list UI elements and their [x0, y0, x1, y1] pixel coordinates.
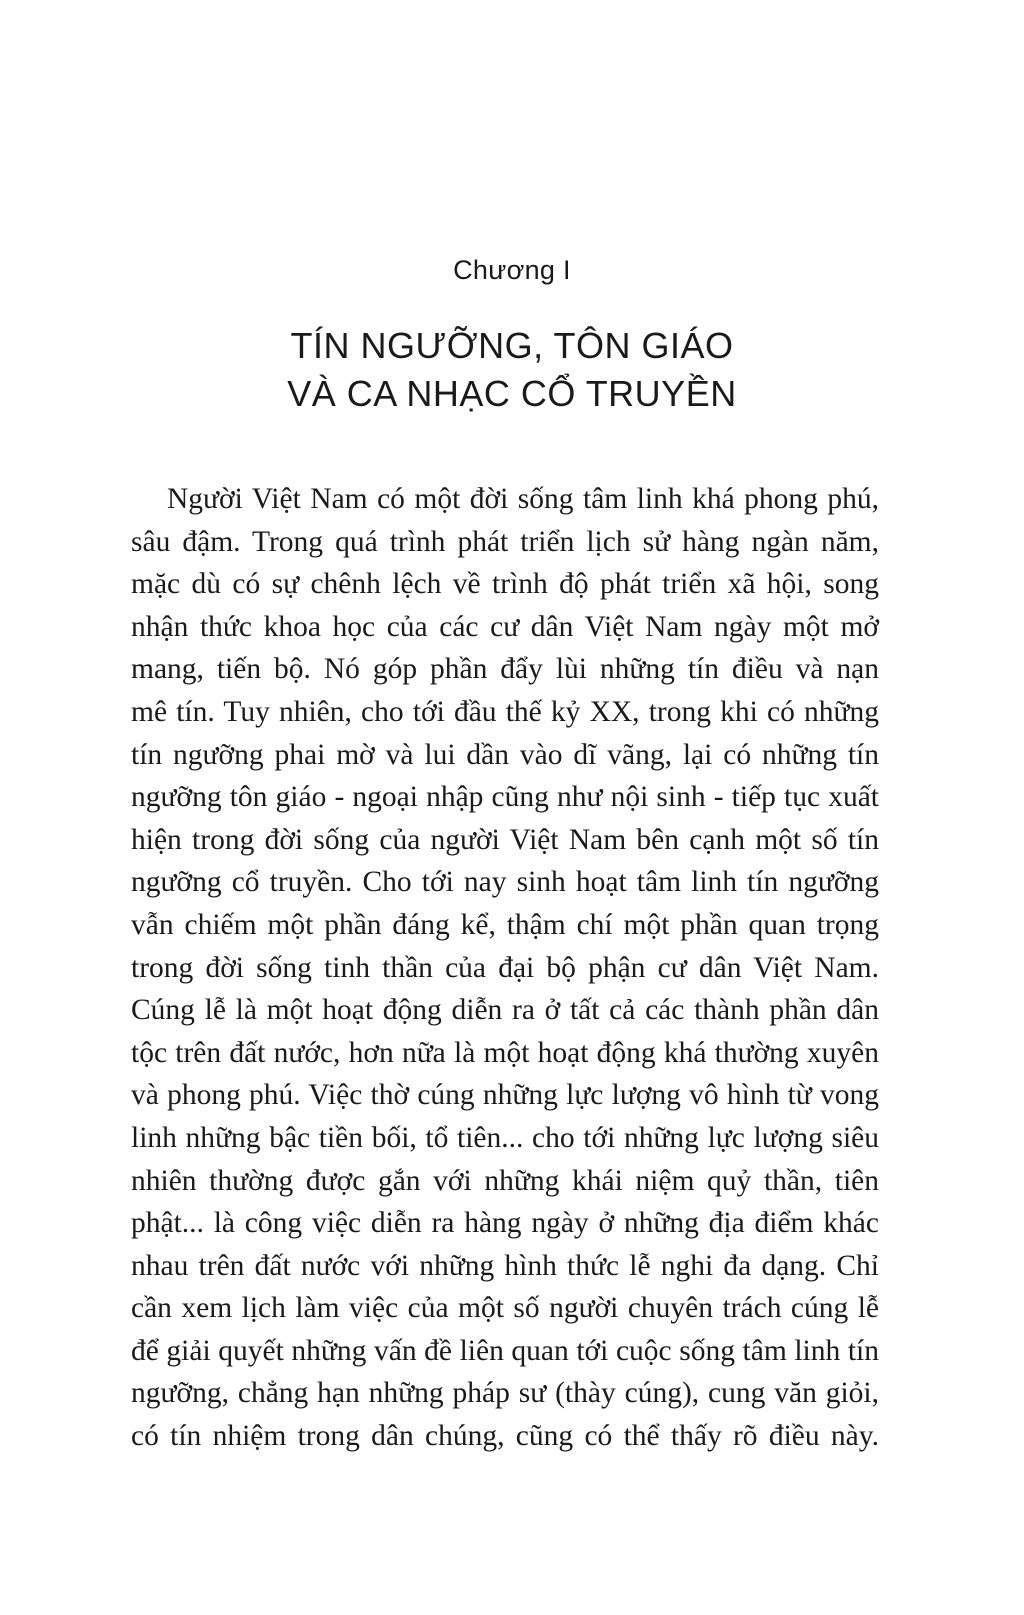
body-paragraph [131, 478, 879, 1458]
text-line: hiện trong đời sống của người Việt Nam bên cạnh một số tín [131, 823, 879, 856]
text-line: phật... là công việc diễn ra hàng ngày ở những địa điểm khác [131, 1207, 879, 1240]
text-line: vẫn chiếm một phần đáng kể, thậm chí một phần quan trọng [131, 908, 879, 941]
text-line: nhiên thường được gắn với những khái niệm quỷ thần, tiên [131, 1164, 879, 1197]
text-line: ngưỡng cổ truyền. Cho tới nay sinh hoạt tâm linh tín ngưỡng [131, 866, 879, 899]
text-line: và phong phú. Việc thờ cúng những lực lượng vô hình từ vong [131, 1079, 879, 1112]
chapter-title [0, 322, 1024, 418]
text-line: nhau trên đất nước với những hình thức lễ nghi đa dạng. Chỉ [131, 1249, 879, 1282]
text-line: trong đời sống tinh thần của đại bộ phận cư dân Việt Nam. [131, 951, 879, 984]
text-line: để giải quyết những vấn đề liên quan tới cuộc sống tâm linh tín [131, 1334, 879, 1367]
text-line: Người Việt Nam có một đời sống tâm linh khá phong phú, [167, 483, 879, 515]
text-line: Cúng lễ là một hoạt động diễn ra ở tất cả các thành phần dân [131, 994, 879, 1027]
text-line: cần xem lịch làm việc của một số người chuyên trách cúng lễ [131, 1292, 879, 1325]
text-line: mang, tiến bộ. Nó góp phần đẩy lùi những tín điều và nạn [131, 653, 879, 686]
chapter-title-line: VÀ CA NHẠC CỔ TRUYỀN [287, 373, 737, 414]
text-line: nhận thức khoa học của các cư dân Việt Nam ngày một mở [131, 610, 879, 643]
text-line: mặc dù có sự chênh lệch về trình độ phát triển xã hội, song [131, 568, 879, 601]
text-line: ngưỡng tôn giáo - ngoại nhập cũng như nội sinh - tiếp tục xuất [131, 781, 879, 814]
chapter-label: Chương I [453, 255, 571, 285]
text-line: mê tín. Tuy nhiên, cho tới đầu thế kỷ XX, trong khi có những [131, 695, 879, 728]
text-line: ngưỡng, chẳng hạn những pháp sư (thày cúng), cung văn giỏi, [131, 1377, 879, 1410]
chapter-title-line: TÍN NGƯỠNG, TÔN GIÁO [290, 325, 734, 366]
text-line: tộc trên đất nước, hơn nữa là một hoạt động khá thường xuyên [131, 1036, 879, 1069]
text-line: linh những bậc tiền bối, tổ tiên... cho tới những lực lượng siêu [131, 1121, 879, 1154]
text-line: tín ngưỡng phai mờ và lui dần vào dĩ vãng, lại có những tín [131, 738, 879, 771]
text-line: có tín nhiệm trong dân chúng, cũng có thể thấy rõ điều này. [131, 1420, 879, 1453]
text-line: sâu đậm. Trong quá trình phát triển lịch sử hàng ngàn năm, [131, 525, 879, 558]
